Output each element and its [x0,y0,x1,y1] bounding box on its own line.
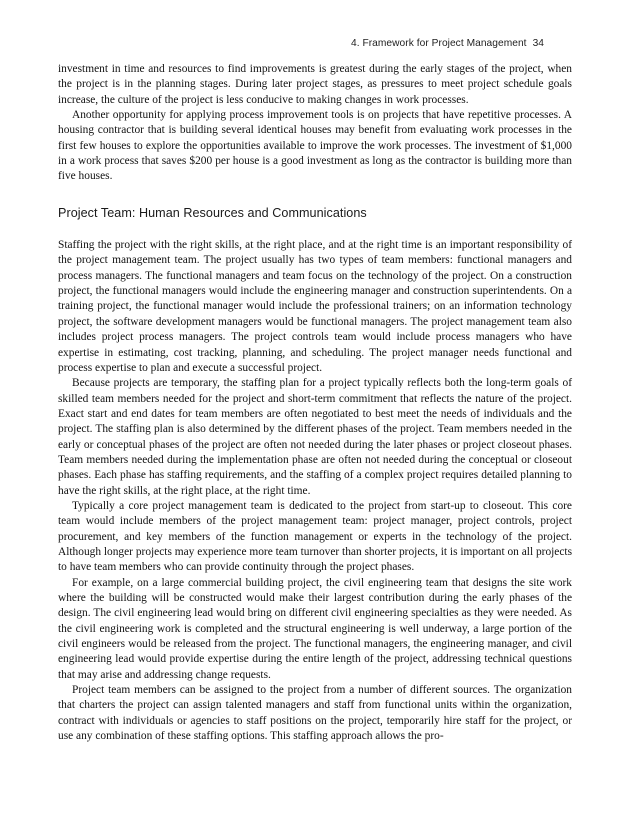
running-header [351,38,544,49]
paragraph: Project team members can be assigned to the project from a number of different sources. The organization that charters the project can assign talented managers and staff from functional units within the organization, contract with individuals or agencies to staff positions on the project, temporarily hire staff for the project, or use any combination of these staffing options. This staffing approach allows the pro- [58,684,572,743]
chapter-title: 4. Framework for Project Management [350,38,527,49]
paragraph: Typically a core project management team is dedicated to the project from start-up to closeout. This core team would include members of the project management team: project manager, project controls, project procurement, and key members of the function management or experts in the technology of the project. Although longer projects may experience more team turnover than shorter projects, it is important on all projects to have team members who can provide continuity through the project phases. [58,499,573,574]
paragraph: Another opportunity for applying process improvement tools is on projects that have repetitive processes. A housing contractor that is building several identical houses may benefit from evaluating work processes in the first few houses to explore the opportunities available to improve the work processes. The investment of $1,000 in a work process that saves $200 per house is a good investment as long as the contractor is building more than five houses. [58,109,572,183]
page-number: 34 [532,38,544,49]
section-heading: Project Team: Human Resources and Communications [58,205,367,220]
paragraph: Staffing the project with the right skills, at the right place, and at the right time is an important responsibility of the project management team. The project usually has two types of team members: functional managers and process managers. The functional managers and team focus on the technology of the project. On a construction project, the functional managers would include the engineering manager and construction superintendents. On a training project, the functional manager would include the professional trainers; on an information technology project, the software development managers would be functional managers. The project management team also includes project process managers. The project controls team would include process managers who have expertise in estimating, cost tracking, planning, and scheduling. The project manager needs functional and process expertise to plan and execute a successful project. [58,239,572,374]
body-text [58,62,572,744]
paragraph: For example, on a large commercial building project, the civil engineering team that designs the site work where the building will be constructed would make their largest contribution during the early phases of the design. The civil engineering lead would bring on different civil engineering specialties as they were needed. As the civil engineering work is completed and the structural engineering is well underway, a large portion of the civil engineers would be released from the project. The functional managers, the engineering manager, and civil engineering lead would provide expertise during the entire length of the project, addressing technical questions that may arise and addressing change requests. [58,576,572,681]
paragraph: Because projects are temporary, the staffing plan for a project typically reflects both the long-term goals of skilled team members needed for the project and short-term commitment that reflects the nature of the project. Exact start and end dates for team members are often negotiated to best meet the needs of individuals and the project. The staffing plan is also determined by the different phases of the project. Team members needed in the early or conceptual phases of the project are often not needed during the later phases or project closeout phases. Team members needed during the implementation phase are often not needed during the conceptual or closeout phases. Each phase has staffing requirements, and the staffing of a complex project requires detailed planning to have the right skills, at the right place, at the right time. [58,377,572,497]
paragraph: investment in time and resources to find improvements is greatest during the early stages of the project, when the project is in the planning stages. During later project stages, as pressures to meet project schedule goals increase, the culture of the project is less conducive to making changes in work processes. [58,63,572,106]
